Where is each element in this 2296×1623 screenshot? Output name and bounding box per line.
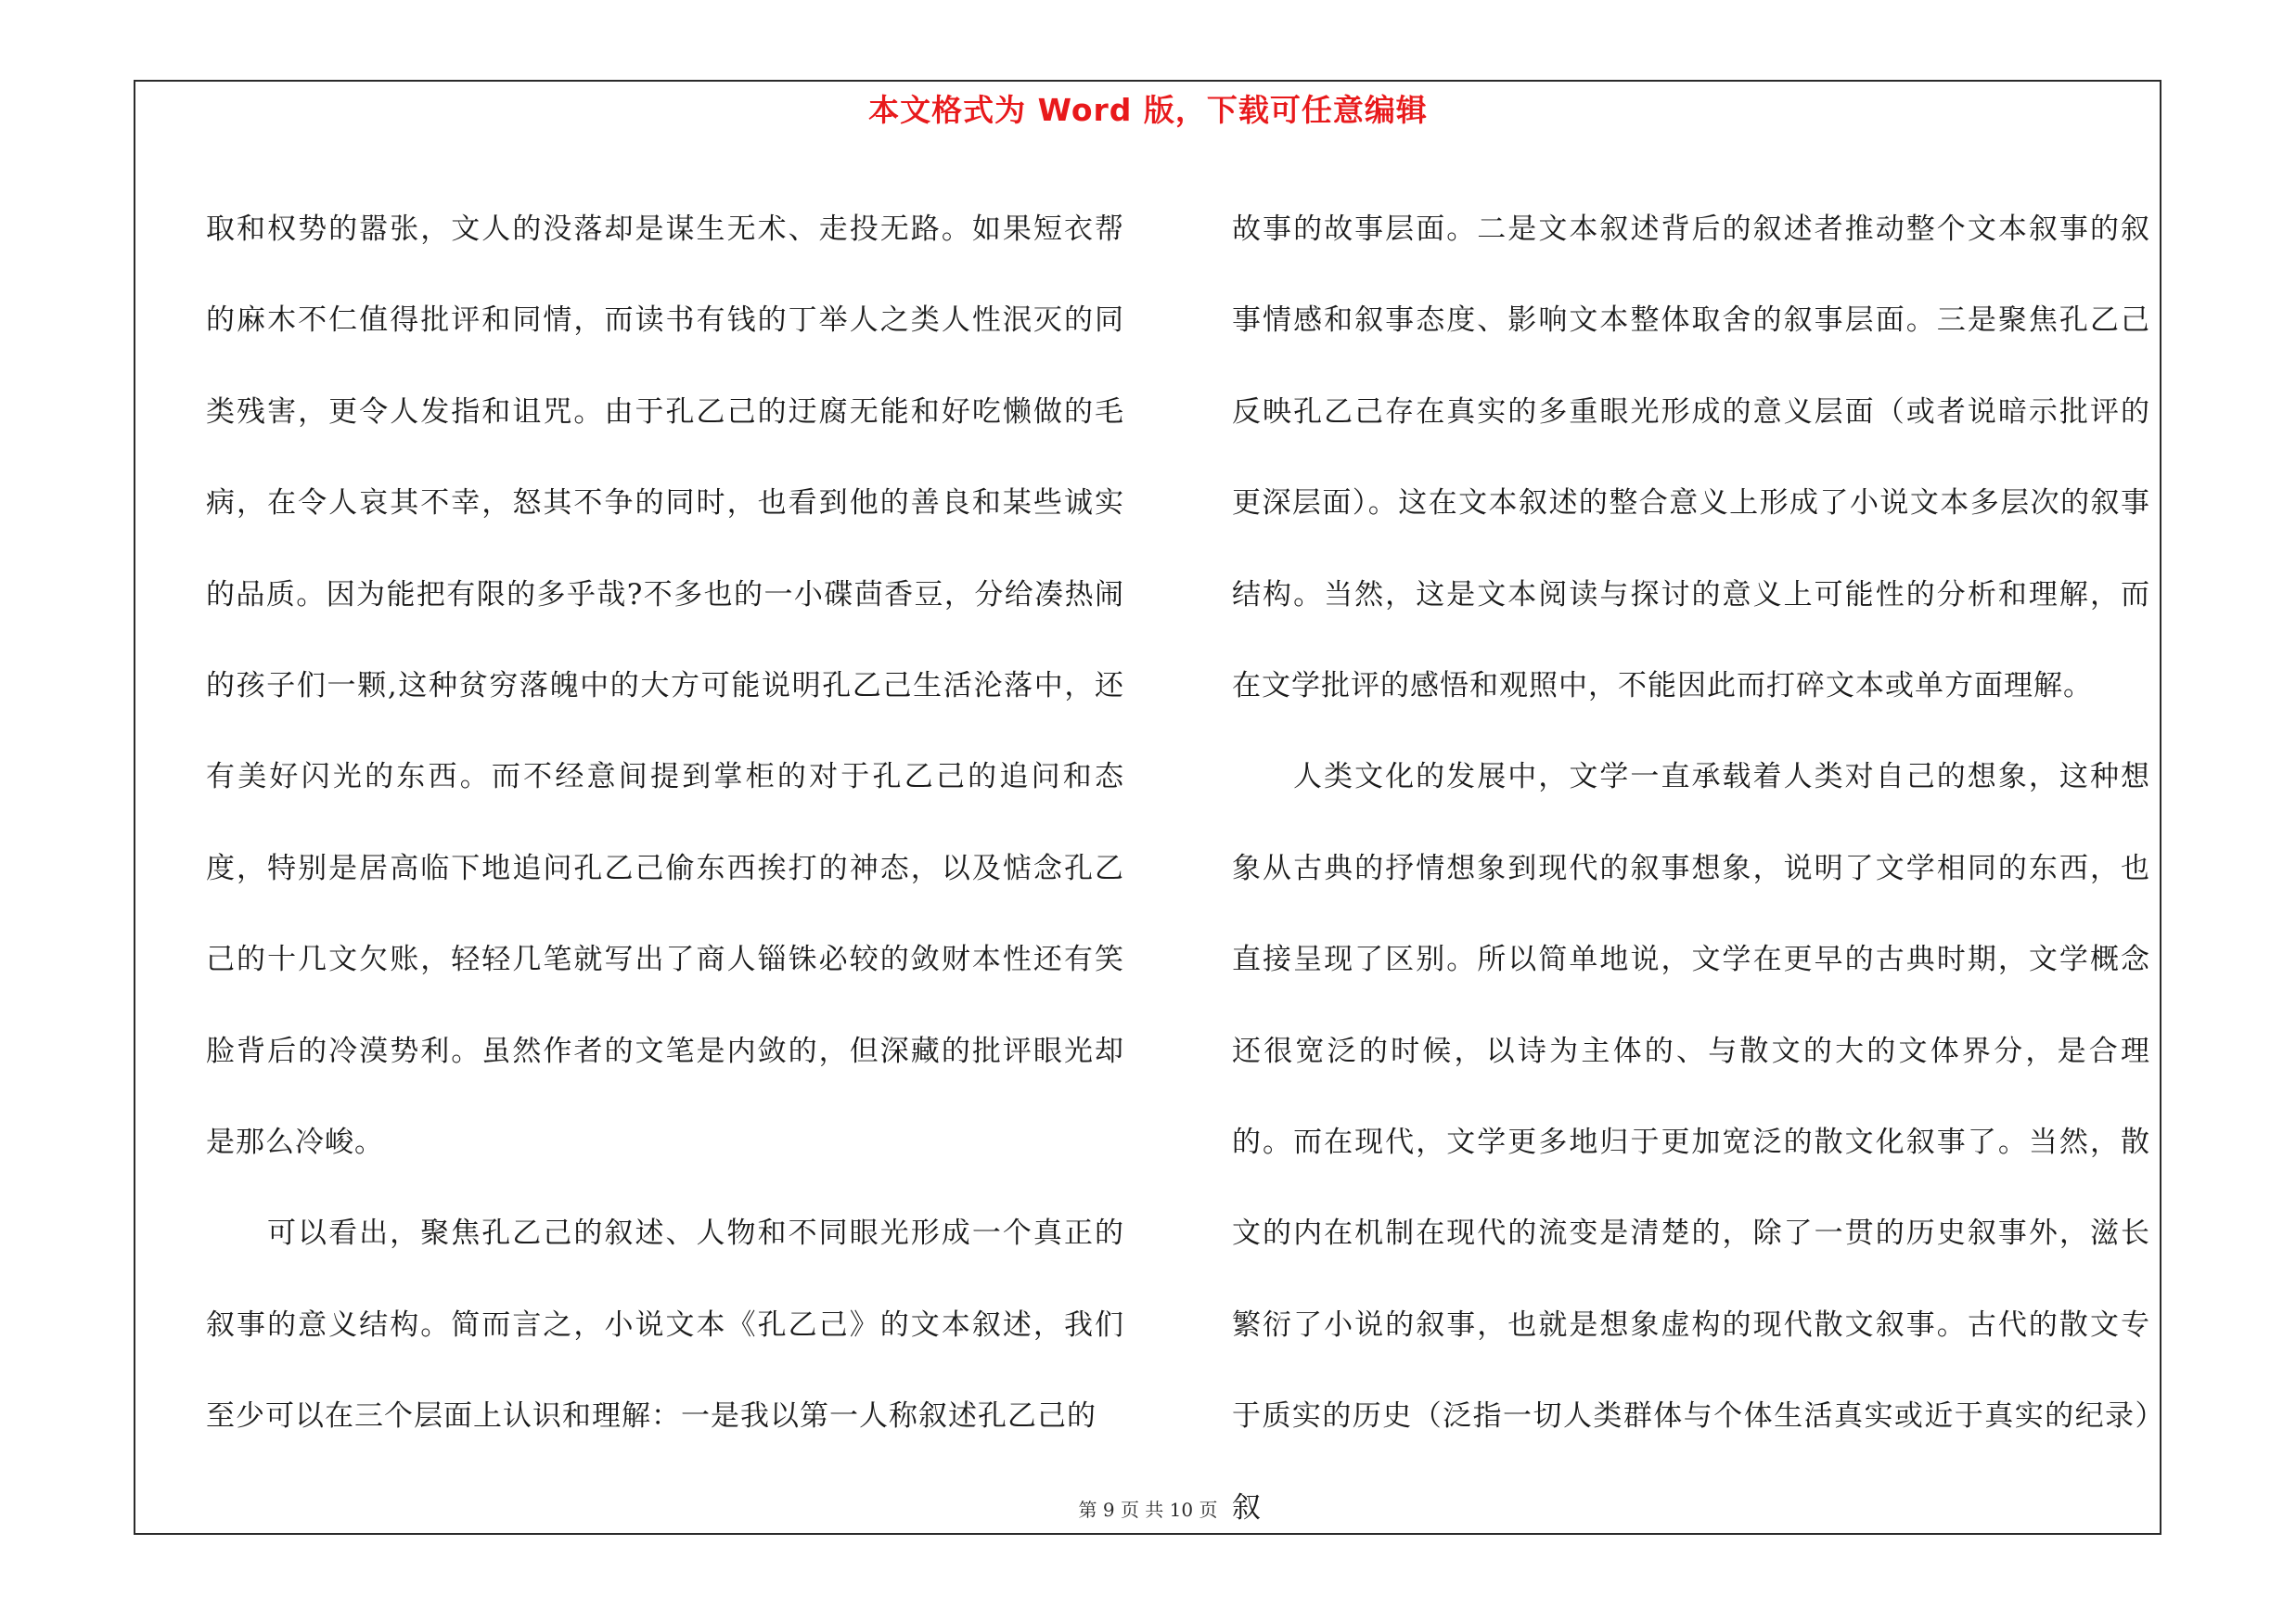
right-paragraph-1: 故事的故事层面。二是文本叙述背后的叙述者推动整个文本叙事的叙事情感和叙事态度、影响文本整体取舍的叙事层面。三是聚焦孔乙己反映孔乙己存在真实的多重眼光形成的意义层面（或者说暗示批评的更深层面）。这在文本叙述的整合意义上形成了小说文本多层次的叙事结构。当然，这是文本阅读与探讨的意义上可能性的分析和理解，而在文学批评的感悟和观照中，不能因此而打碎文本或单方面理解。 xyxy=(1232,213,2150,703)
left-paragraph-1: 取和权势的嚣张，文人的没落却是谋生无术、走投无路。如果短衣帮的麻木不仁值得批评和同情，而读书有钱的丁举人之类人性泯灭的同类残害，更令人发指和诅咒。由于孔乙己的迂腐无能和好吃懒做的毛病，在令人哀其不幸，怒其不争的同时，也看到他的善良和某些诚实的品质。因为能把有限的多乎哉?不多也的一小碟茴香豆，分给凑热闹的孩子们一颗,这种贫穷落魄中的大方可能说明孔乙己生活沦落中，还有美好闪光的东西。而不经意间提到掌柜的对于孔乙己的追问和态度，特别是居高临下地追问孔乙己偷东西挨打的神态，以及惦念孔乙己的十几文欠账，轻轻几笔就写出了商人锱铢必较的敛财本性还有笑脸背后的冷漠势利。虽然作者的文笔是内敛的，但深藏的批评眼光却是那么冷峻。 xyxy=(206,213,1124,1160)
left-paragraph-2: 可以看出，聚焦孔乙己的叙述、人物和不同眼光形成一个真正的叙事的意义结构。简而言之，小说文本《孔乙己》的文本叙述，我们至少可以在三个层面上认识和理解：一是我以第一人称叙述孔乙己的 xyxy=(206,1217,1124,1434)
page-number-footer: 第 9 页 共 10 页 xyxy=(1078,1499,1218,1521)
left-column xyxy=(206,184,1124,1462)
right-column xyxy=(1232,184,2150,1553)
right-paragraph-2: 人类文化的发展中，文学一直承载着人类对自己的想象，这种想象从古典的抒情想象到现代的叙事想象，说明了文学相同的东西，也直接呈现了区别。所以简单地说，文学在更早的古典时期，文学概念还很宽泛的时候，以诗为主体的、与散文的大的文体界分，是合理的。而在现代，文学更多地归于更加宽泛的散文化叙事了。当然，散文的内在机制在现代的流变是清楚的，除了一贯的历史叙事外，滋长繁衍了小说的叙事，也就是想象虚构的现代散文叙事。古代的散文专于质实的历史（泛指一切人类群体与个体生活真实或近于真实的纪录）叙 xyxy=(1232,760,2150,1525)
page-banner: 本文格式为 Word 版，下载可任意编辑 xyxy=(868,92,1428,128)
